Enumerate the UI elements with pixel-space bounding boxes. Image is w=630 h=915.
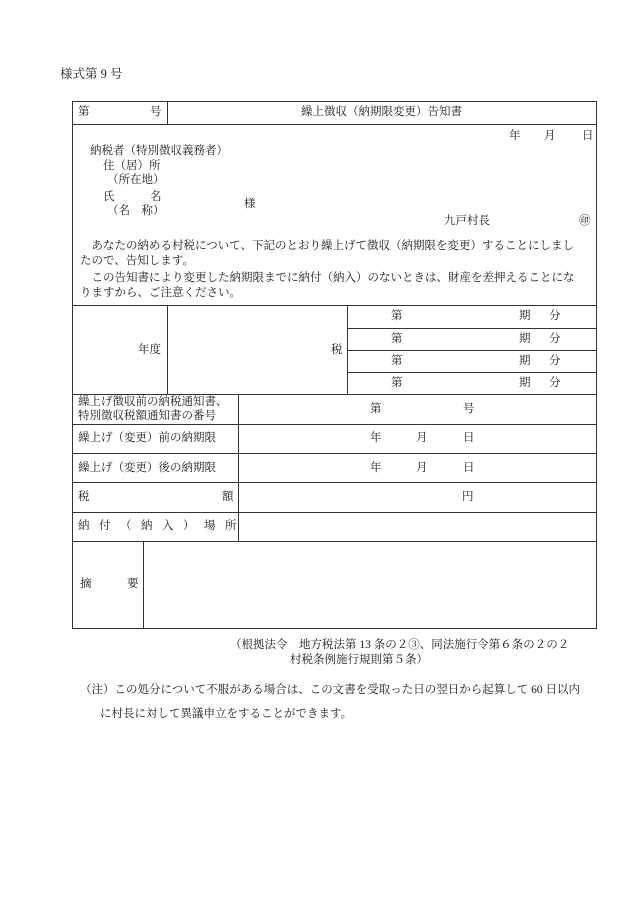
table-line	[72, 305, 596, 306]
form-title: 繰上徴収（納期限変更）告知書	[301, 106, 462, 118]
table-line	[347, 305, 348, 394]
deadline-after-day: 日	[463, 462, 475, 474]
date-month: 月	[544, 130, 556, 142]
deadline-after-month: 月	[416, 462, 428, 474]
tax-amount-label-last: 額	[222, 491, 234, 503]
form-number: 様式第 9 号	[60, 67, 123, 81]
period-mid: 期	[519, 333, 531, 345]
notice-number-prefix: 第	[78, 106, 90, 118]
deadline-before-label: 繰上げ（変更）前の納期限	[78, 432, 216, 444]
remarks-label-first: 摘	[80, 578, 92, 590]
period-mid: 期	[519, 310, 531, 322]
prior-notice-label-line: 繰上げ徴収前の納税通知書、	[78, 396, 228, 408]
legal-basis-line: （根拠法令 地方税法第 13 条の２③、同法施行令第６条の２の２	[230, 639, 570, 651]
deadline-before-month: 月	[416, 432, 428, 444]
body-line: あなたの納める村税について、下記のとおり繰上げて徴収（納期限を変更）することにしまし	[80, 240, 575, 252]
period-prefix: 第	[391, 377, 403, 389]
deadline-after-label: 繰上げ（変更）後の納期限	[78, 462, 216, 474]
table-line	[72, 482, 596, 483]
period-mid: 期	[519, 355, 531, 367]
table-line	[167, 305, 168, 394]
prior-notice-number-prefix: 第	[370, 403, 382, 415]
name-sub-label: （名 称）	[107, 205, 165, 217]
name-label-last: 名	[150, 191, 162, 203]
period-suffix: 分	[549, 355, 561, 367]
body-line: たので、告知します。	[80, 255, 194, 267]
deadline-before-day: 日	[463, 432, 475, 444]
body-line: りますから、ご注意ください。	[80, 287, 241, 299]
legal-basis-line: 村税条例施行規則第５条）	[290, 654, 428, 666]
period-suffix: 分	[549, 333, 561, 345]
deadline-after-year: 年	[370, 462, 382, 474]
table-line	[347, 372, 596, 373]
table-line	[72, 512, 596, 513]
period-prefix: 第	[391, 355, 403, 367]
table-line	[72, 453, 596, 454]
table-line	[238, 394, 239, 541]
period-suffix: 分	[549, 310, 561, 322]
prior-notice-number-suffix: 号	[463, 403, 475, 415]
name-label-first: 氏	[103, 191, 115, 203]
period-suffix: 分	[549, 377, 561, 389]
address-label: 住（居）所	[103, 160, 161, 172]
payment-place-label: 納付（納入）場所	[78, 520, 246, 532]
date-day: 日	[582, 130, 594, 142]
address-sub-label: （所在地）	[107, 174, 165, 186]
table-line	[143, 541, 144, 628]
note-line: に村長に対して異議申立をすることができます。	[100, 708, 353, 720]
date-year: 年	[509, 130, 521, 142]
table-line	[347, 350, 596, 351]
remarks-label-last: 要	[127, 578, 139, 590]
deadline-before-year: 年	[370, 432, 382, 444]
table-line	[72, 541, 596, 542]
notice-number-suffix: 号	[150, 106, 162, 118]
tax-type-label: 税	[331, 344, 343, 356]
note-line: （注）この処分について不服がある場合は、この文書を受取った日の翌日から起算して 60 日以内	[80, 684, 581, 696]
period-prefix: 第	[391, 333, 403, 345]
table-line	[347, 328, 596, 329]
prior-notice-label-line: 特別徴収税額通知書の番号	[78, 410, 216, 422]
seal-mark: ㊞	[579, 215, 591, 227]
table-line	[72, 424, 596, 425]
tax-amount-label-first: 税	[78, 491, 90, 503]
issuer: 九戸村長	[444, 215, 490, 227]
taxpayer-label: 納税者（特別徴収義務者）	[90, 145, 228, 157]
table-line	[72, 394, 596, 395]
body-line: この告知書により変更した納期限までに納付（納入）のないときは、財産を差押えることにな	[80, 272, 575, 284]
period-prefix: 第	[391, 310, 403, 322]
table-line	[72, 124, 596, 125]
period-mid: 期	[519, 377, 531, 389]
tax-amount-unit: 円	[462, 491, 474, 503]
honorific: 様	[244, 198, 256, 210]
fiscal-year-label: 年度	[138, 344, 161, 356]
